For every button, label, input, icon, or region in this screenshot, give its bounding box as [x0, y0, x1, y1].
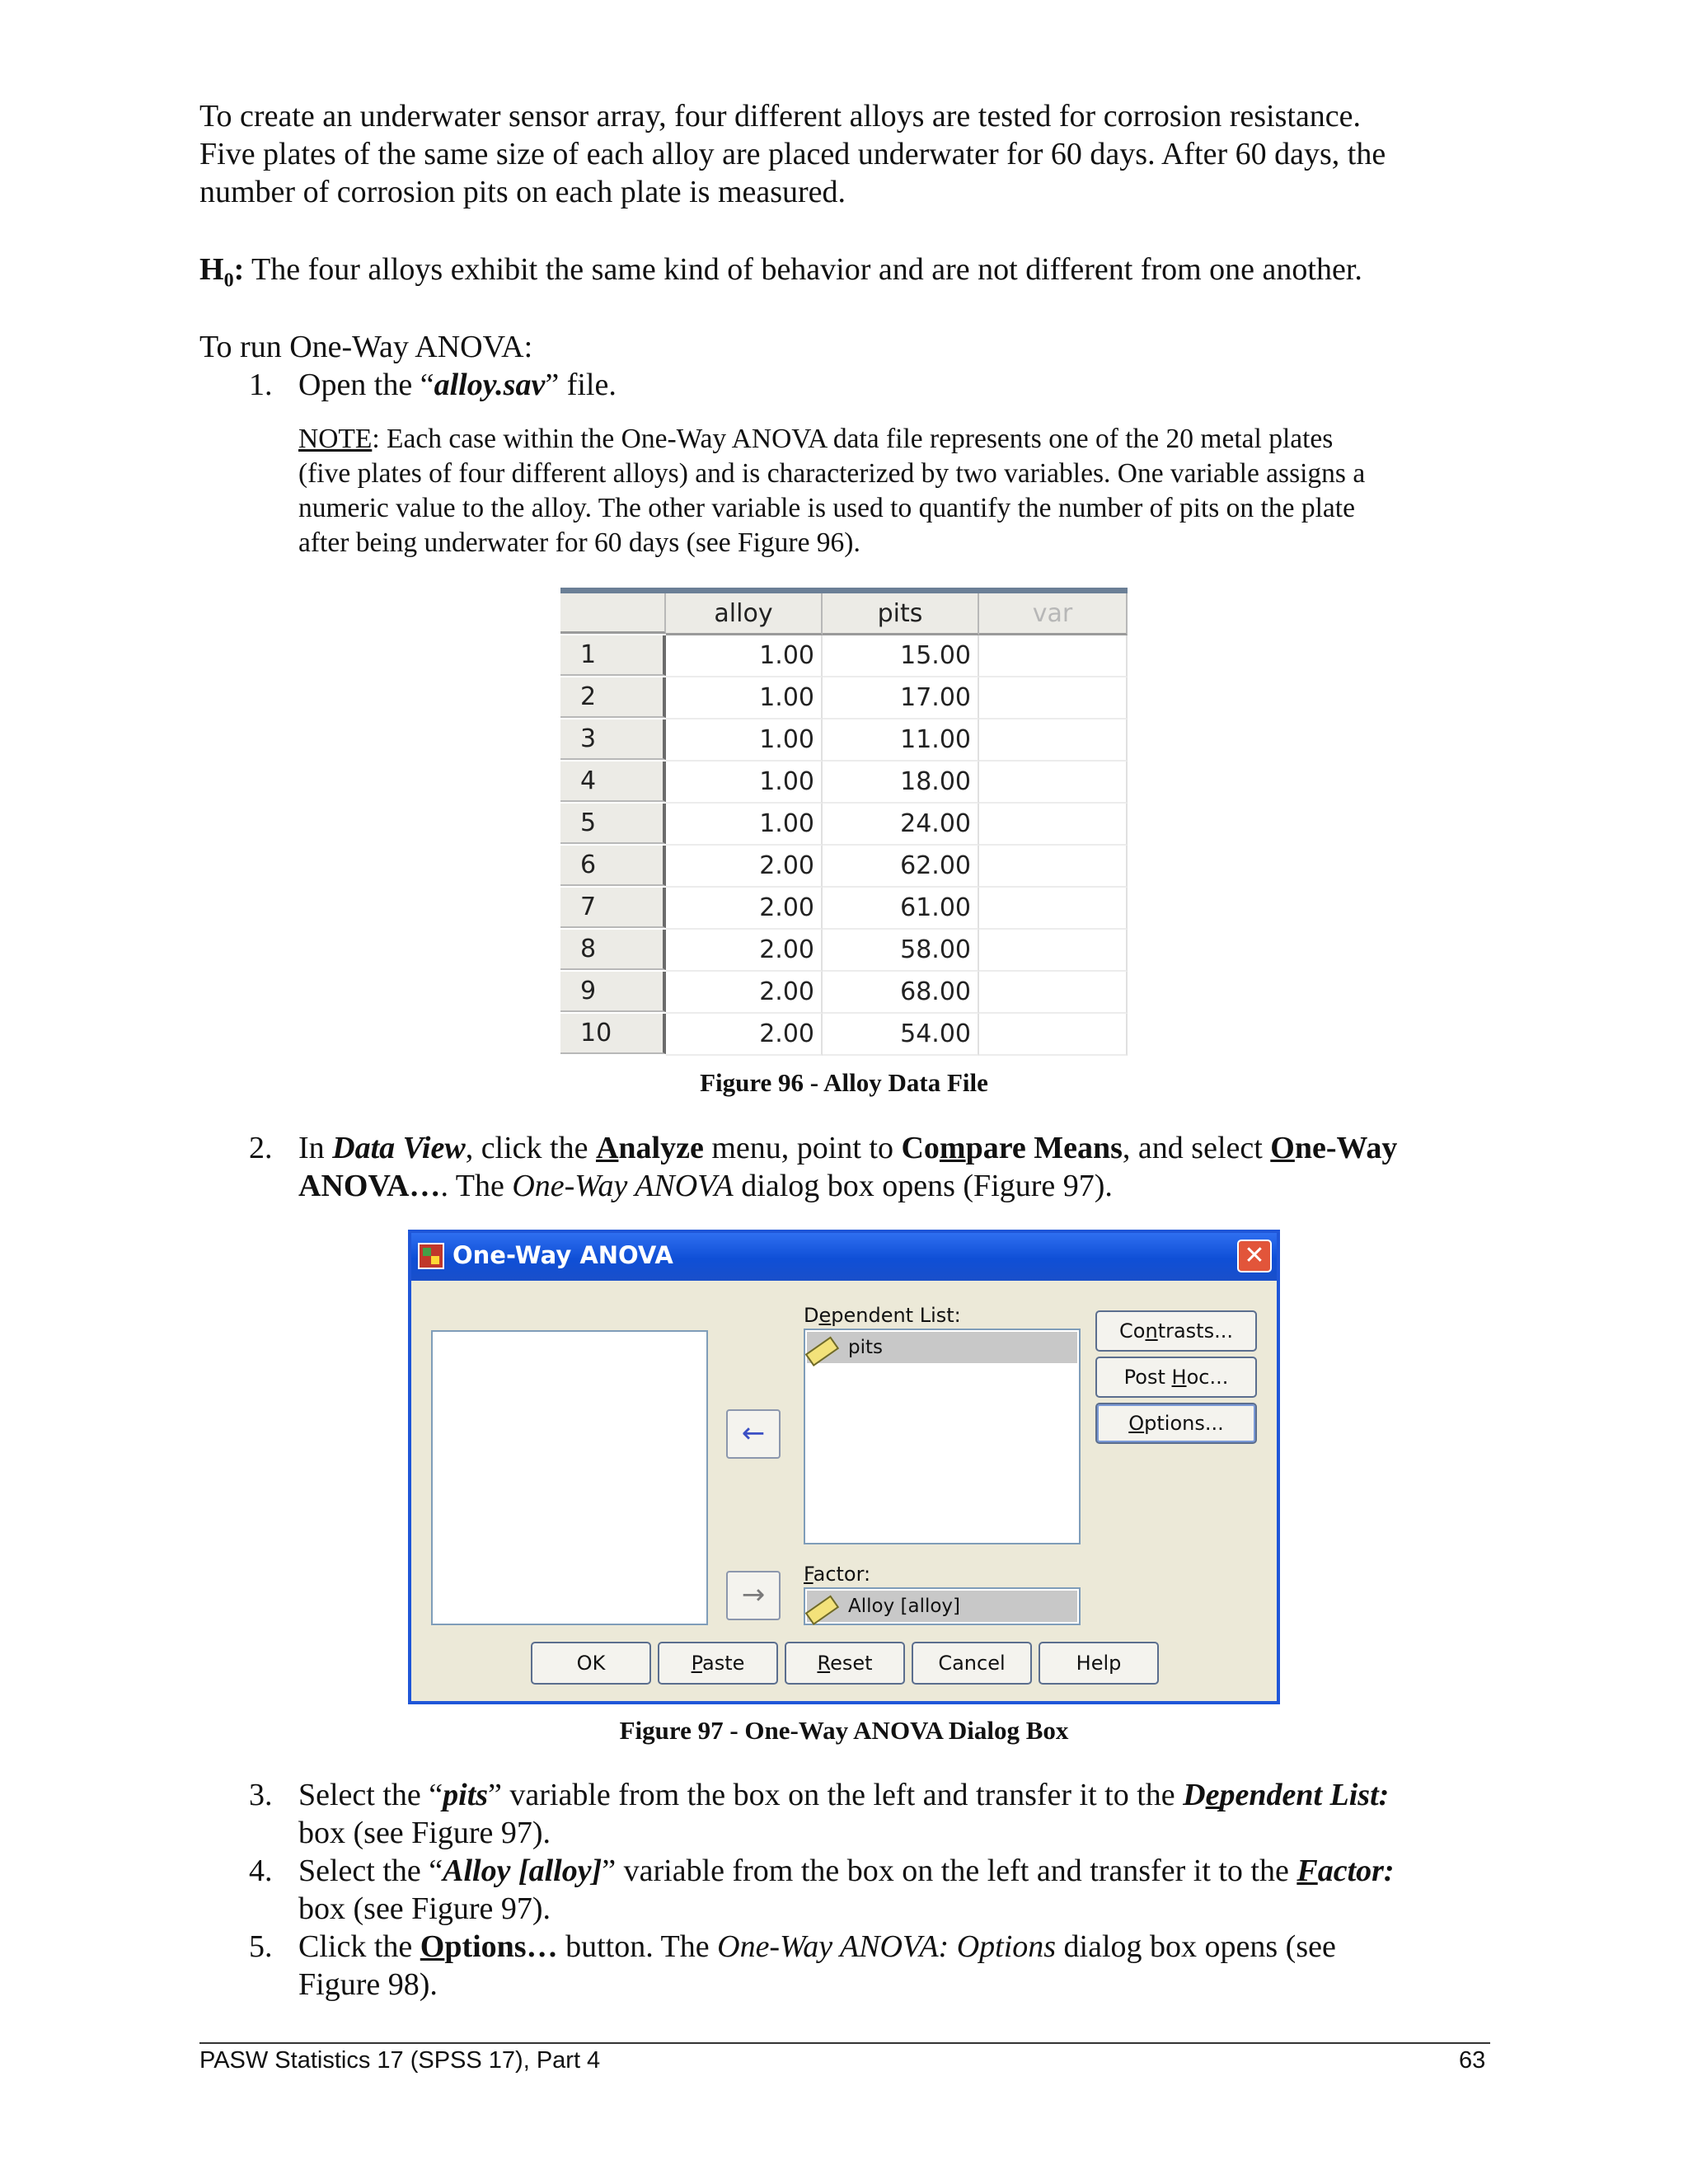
step-2-text-5: . The: [440, 1169, 513, 1203]
cell-pits[interactable]: 15.00: [823, 635, 979, 677]
factor-label: [804, 1563, 870, 1586]
cell-pits[interactable]: 58.00: [823, 930, 979, 972]
cell-pits[interactable]: 68.00: [823, 972, 979, 1014]
post-hoc-button[interactable]: [1095, 1357, 1257, 1398]
row-number[interactable]: 1: [560, 635, 666, 676]
intro-line-2: Five plates of the same size of each alloy are placed underwater for 60 days. After 60 days, the: [199, 137, 1386, 171]
row-number[interactable]: 7: [560, 888, 666, 928]
column-header-var[interactable]: var: [979, 593, 1128, 635]
dialog-title-bar[interactable]: [411, 1233, 1277, 1281]
footer-title: PASW Statistics 17 (SPSS 17), Part 4: [199, 2047, 601, 2074]
intro-line-3: number of corrosion pits on each plate is measured.: [199, 175, 846, 209]
contrasts-mnemonic: n: [1145, 1319, 1158, 1343]
factor-box[interactable]: [804, 1587, 1081, 1625]
step-4-text-1: Select the “: [298, 1854, 443, 1888]
cell-var[interactable]: [979, 888, 1128, 930]
compare-means-a: Co: [901, 1131, 940, 1165]
factor-item-label: Alloy [alloy]: [848, 1596, 961, 1617]
options-b: ptions...: [1144, 1412, 1224, 1435]
dependent-term-a: D: [1183, 1778, 1206, 1812]
table-row: [560, 677, 1128, 719]
hypothesis-subscript: 0: [223, 269, 234, 292]
arrow-right-icon: →: [741, 1578, 766, 1611]
options-button[interactable]: [1095, 1403, 1257, 1444]
step-5-text-1: Click the: [298, 1929, 420, 1964]
cell-alloy[interactable]: 2.00: [666, 888, 823, 930]
table-row: [560, 1014, 1128, 1056]
step-1-text-c: ” file.: [545, 368, 617, 402]
table-row: [560, 846, 1128, 888]
cell-var[interactable]: [979, 677, 1128, 719]
close-button[interactable]: [1237, 1240, 1272, 1272]
note-line-1: [298, 422, 1485, 457]
contrasts-button[interactable]: [1095, 1310, 1257, 1352]
step-1: [298, 366, 1485, 404]
step-2-line-1: [298, 1129, 1485, 1167]
posthoc-b: oc...: [1186, 1366, 1229, 1389]
cell-alloy[interactable]: 2.00: [666, 930, 823, 972]
note-line-1-text: : Each case within the One-Way ANOVA data file represents one of the 20 metal plates: [372, 424, 1334, 454]
move-to-factor-button[interactable]: [726, 1571, 781, 1620]
table-row: [560, 888, 1128, 930]
intro-line-1: To create an underwater sensor array, four different alloys are tested for corrosion resistance.: [199, 99, 1362, 134]
hypothesis-text: The four alloys exhibit the same kind of behavior and are not different from one another.: [244, 252, 1362, 287]
step-5-line-1: [298, 1928, 1485, 1966]
step-2-line-2: [298, 1167, 1485, 1205]
run-heading: To run One-Way ANOVA:: [199, 330, 533, 364]
dependent-item-pits[interactable]: [807, 1332, 1077, 1363]
footer-divider: [199, 2042, 1490, 2044]
cell-alloy[interactable]: 2.00: [666, 972, 823, 1014]
step-3-number: 3.: [249, 1778, 273, 1812]
close-icon: ✕: [1244, 1241, 1265, 1270]
row-number[interactable]: 3: [560, 719, 666, 760]
cell-pits[interactable]: 24.00: [823, 804, 979, 846]
reset-button[interactable]: [785, 1642, 905, 1685]
compare-means-b: pare Means: [965, 1131, 1123, 1165]
cell-alloy[interactable]: 2.00: [666, 1014, 823, 1056]
step-4-line-2: box (see Figure 97).: [298, 1891, 551, 1926]
step-5-text-2: button. The: [557, 1929, 718, 1964]
spss-app-icon: [418, 1243, 444, 1269]
step-2-number: 2.: [249, 1131, 273, 1165]
paste-button[interactable]: [658, 1642, 778, 1685]
step-4-text-2: ” variable from the box on the left and transfer it to the: [602, 1854, 1297, 1888]
cell-pits[interactable]: 54.00: [823, 1014, 979, 1056]
hypothesis: [199, 251, 1485, 300]
scale-variable-icon: [805, 1595, 839, 1625]
cell-pits[interactable]: 18.00: [823, 762, 979, 804]
dependent-label-a: D: [804, 1304, 819, 1327]
dependent-list-label: [804, 1304, 961, 1327]
cell-var[interactable]: [979, 635, 1128, 677]
posthoc-mnemonic: H: [1171, 1366, 1187, 1389]
options-mnemonic: O: [1128, 1412, 1145, 1435]
one-way-menu-item: ne-Way: [1294, 1131, 1398, 1165]
cell-pits[interactable]: 17.00: [823, 677, 979, 719]
step-1-filename: alloy.sav: [434, 368, 546, 402]
column-header-pits[interactable]: pits: [823, 593, 979, 635]
row-number[interactable]: 4: [560, 762, 666, 802]
arrow-left-icon: ←: [741, 1417, 766, 1450]
cell-var[interactable]: [979, 972, 1128, 1014]
table-row: [560, 804, 1128, 846]
source-variable-list[interactable]: [431, 1330, 708, 1625]
cell-alloy[interactable]: 1.00: [666, 677, 823, 719]
step-1-number: 1.: [249, 368, 273, 402]
table-row: [560, 762, 1128, 804]
dependent-item-label: pits: [848, 1337, 883, 1358]
alloy-variable: Alloy [alloy]: [443, 1854, 603, 1888]
hypothesis-colon: :: [233, 252, 245, 287]
note-line-2: (five plates of four different alloys) and is characterized by two variables. One variable assigns a: [298, 458, 1366, 489]
posthoc-a: Post: [1123, 1366, 1172, 1389]
paste-label: aste: [702, 1652, 745, 1675]
dependent-label-mnemonic: e: [818, 1304, 832, 1327]
cell-pits[interactable]: 62.00: [823, 846, 979, 888]
contrasts-b: trasts...: [1157, 1319, 1233, 1343]
cell-var[interactable]: [979, 846, 1128, 888]
alloy-data-grid: [560, 588, 1128, 1064]
step-3-text-1: Select the “: [298, 1778, 443, 1812]
dependent-term-mnemonic: e: [1205, 1778, 1220, 1812]
row-number[interactable]: 8: [560, 930, 666, 970]
cell-pits[interactable]: 11.00: [823, 719, 979, 762]
options-term-mnemonic: O: [420, 1929, 445, 1964]
column-header-alloy[interactable]: alloy: [666, 593, 823, 635]
step-5-line-2: Figure 98).: [298, 1967, 438, 2002]
anova-menu-item: ANOVA…: [298, 1169, 441, 1203]
factor-term-mnemonic: F: [1296, 1854, 1318, 1888]
cancel-button[interactable]: [912, 1642, 1032, 1685]
step-3-line-1: [298, 1776, 1485, 1814]
cell-alloy[interactable]: 1.00: [666, 804, 823, 846]
help-label: Help: [1076, 1652, 1122, 1675]
grid-corner-cell: [560, 593, 666, 634]
dependent-list-box[interactable]: [804, 1329, 1081, 1544]
step-2-text-3: menu, point to: [703, 1131, 902, 1165]
note-line-3: numeric value to the alloy. The other variable is used to quantify the number of pits on the plate: [298, 493, 1355, 523]
table-row: [560, 635, 1128, 677]
analyze-mnemonic: A: [595, 1131, 619, 1165]
step-2-text-6: dialog box opens (Figure 97).: [733, 1169, 1113, 1203]
one-way-mnemonic: O: [1270, 1131, 1295, 1165]
figure-97-caption: Figure 97 - One-Way ANOVA Dialog Box: [619, 1716, 1069, 1745]
row-number[interactable]: 5: [560, 804, 666, 844]
reset-mnemonic: R: [817, 1652, 831, 1675]
move-to-dependent-button[interactable]: [726, 1409, 781, 1459]
cell-var[interactable]: [979, 719, 1128, 762]
contrasts-a: Co: [1119, 1319, 1146, 1343]
step-1-text-a: Open the “: [298, 368, 434, 402]
table-row: [560, 719, 1128, 762]
dependent-term-b: pendent List:: [1219, 1778, 1390, 1812]
cell-alloy[interactable]: 1.00: [666, 762, 823, 804]
dependent-label-b: pendent List:: [831, 1304, 961, 1327]
row-number[interactable]: 2: [560, 677, 666, 718]
row-number[interactable]: 6: [560, 846, 666, 886]
dialog-name: One-Way ANOVA: [512, 1169, 734, 1203]
figure-96-caption: Figure 96 - Alloy Data File: [700, 1068, 988, 1097]
cell-var[interactable]: [979, 1014, 1128, 1056]
note-line-4: after being underwater for 60 days (see Figure 96).: [298, 527, 860, 558]
pits-variable: pits: [443, 1778, 489, 1812]
ok-label: OK: [576, 1652, 606, 1675]
scale-variable-icon: [805, 1336, 839, 1366]
ok-button[interactable]: [531, 1642, 651, 1685]
factor-item-alloy[interactable]: [807, 1591, 1077, 1622]
cell-var[interactable]: [979, 804, 1128, 846]
help-button[interactable]: [1039, 1642, 1159, 1685]
hypothesis-label: H: [199, 252, 224, 287]
one-way-anova-dialog: [408, 1230, 1280, 1704]
step-3-text-2: ” variable from the box on the left and transfer it to the: [488, 1778, 1184, 1812]
paste-mnemonic: P: [691, 1652, 702, 1675]
data-view-term: Data View: [332, 1131, 466, 1165]
step-5-text-3: dialog box opens (see: [1056, 1929, 1336, 1964]
factor-label-mnemonic: F: [804, 1563, 814, 1586]
step-2-text-1: In: [298, 1131, 333, 1165]
table-row: [560, 930, 1128, 972]
options-term: ptions…: [444, 1929, 558, 1964]
analyze-menu-name: nalyze: [618, 1131, 704, 1165]
cell-alloy[interactable]: 2.00: [666, 846, 823, 888]
step-2-text-2: , click the: [465, 1131, 596, 1165]
cell-alloy[interactable]: 1.00: [666, 719, 823, 762]
step-2-text-4: , and select: [1122, 1131, 1271, 1165]
grid-header-row: [560, 593, 1128, 635]
row-number[interactable]: 10: [560, 1014, 666, 1054]
cell-var[interactable]: [979, 930, 1128, 972]
step-4-number: 4.: [249, 1854, 273, 1888]
step-5-number: 5.: [249, 1929, 273, 1964]
step-4-line-1: [298, 1852, 1485, 1890]
options-dialog-name: One-Way ANOVA: Options: [717, 1929, 1057, 1964]
factor-term: actor:: [1317, 1854, 1395, 1888]
compare-means-mnemonic: m: [939, 1131, 966, 1165]
cell-pits[interactable]: 61.00: [823, 888, 979, 930]
table-row: [560, 972, 1128, 1014]
row-number[interactable]: 9: [560, 972, 666, 1012]
dialog-title: One-Way ANOVA: [452, 1241, 673, 1269]
reset-label: eset: [830, 1652, 873, 1675]
cell-alloy[interactable]: 1.00: [666, 635, 823, 677]
step-3-line-2: box (see Figure 97).: [298, 1816, 551, 1850]
page-number: 63: [1459, 2047, 1486, 2074]
note-label: NOTE: [298, 424, 373, 454]
cancel-label: Cancel: [938, 1652, 1006, 1675]
factor-label-b: actor:: [813, 1563, 871, 1586]
cell-var[interactable]: [979, 762, 1128, 804]
